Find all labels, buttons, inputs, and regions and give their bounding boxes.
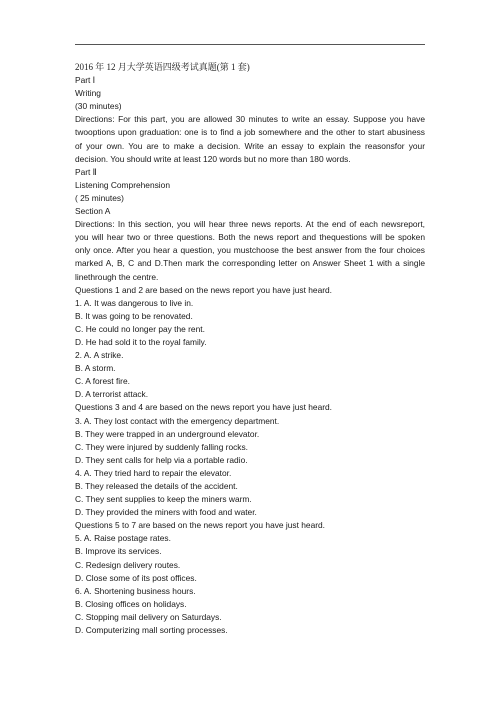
question-line: C. He could no longer pay the rent.	[75, 323, 205, 334]
question-line: B. Closing offices on holidays.	[75, 598, 187, 609]
section-a-heading: Section A	[75, 206, 111, 217]
question-line: D. They provided the miners with food and water.	[75, 507, 257, 518]
question-line: 6. A. Shortening business hours.	[75, 585, 196, 596]
question-line: D. A terrorist attack.	[75, 389, 149, 400]
question-line: 2. A. A strike.	[75, 350, 124, 361]
part-2-name: Listening Comprehension	[75, 179, 170, 190]
question-line: B. A storm.	[75, 363, 116, 374]
question-line: D. They sent calls for help via a portable radio.	[75, 454, 248, 465]
question-line: C. They sent supplies to keep the miners warm.	[75, 494, 252, 505]
question-line: B. Improve its services.	[75, 546, 162, 557]
question-line: Questions 1 and 2 are based on the news report you have just heard.	[75, 284, 332, 295]
part-1-directions: Directions: For this part, you are allowed 30 minutes to write an essay. Suppose you have twooptions upon graduation: one is to find a job somewhere and the other to start abusiness of your own. You are to make a decision. Write an essay to explain the reasonsfor your decision. You should write at least 120 words but no more than 180 words.	[75, 114, 425, 164]
part-2-label: Part Ⅱ	[75, 166, 97, 177]
question-line: B. They released the details of the accident.	[75, 481, 238, 491]
question-line: D. Computerizing mall sorting processes.	[75, 625, 228, 636]
document-body	[75, 61, 425, 637]
question-line: C. A forest fire.	[75, 376, 130, 387]
question-line: 5. A. Raise postage rates.	[75, 533, 171, 544]
part-1-time: (30 minutes)	[75, 101, 122, 112]
question-line: 3. A. They lost contact with the emergency department.	[75, 415, 280, 426]
question-line: Questions 5 to 7 are based on the news report you have just heard.	[75, 520, 326, 531]
question-line: 4. A. They tried hard to repair the elevator.	[75, 467, 232, 478]
document-title: 2016 年 12 月大学英语四级考试真题(第 1 套)	[75, 62, 250, 72]
question-line: D. Close some of its post offices.	[75, 572, 197, 583]
question-line: B. They were trapped in an underground elevator.	[75, 428, 260, 439]
question-line: C. Redesign delivery routes.	[75, 559, 181, 570]
part-2-time: ( 25 minutes)	[75, 192, 124, 203]
part-1-label: Part Ⅰ	[75, 75, 96, 86]
question-line: B. It was going to be renovated.	[75, 310, 193, 321]
question-line: D. He had sold it to the royal family.	[75, 336, 207, 347]
question-line: Questions 3 and 4 are based on the news report you have just heard.	[75, 402, 332, 413]
question-line: C. They were injured by suddenly falling rocks.	[75, 441, 249, 452]
question-line: 1. A. It was dangerous to live in.	[75, 297, 194, 308]
question-line: C. Stopping mail delivery on Saturdays.	[75, 611, 222, 622]
part-1-name: Writing	[75, 88, 101, 99]
header-rule	[75, 44, 425, 45]
part-2-directions: Directions: In this section, you will hear three news reports. At the end of each newsreport, you will hear two or three questions. Both the news report and thequestions will be spoken only once. After you hear a question, you mustchoose the best answer from the four choices marked A, B, C and D.Then mark the corresponding letter on Answer Sheet 1 with a single linethrough the centre.	[75, 219, 425, 282]
